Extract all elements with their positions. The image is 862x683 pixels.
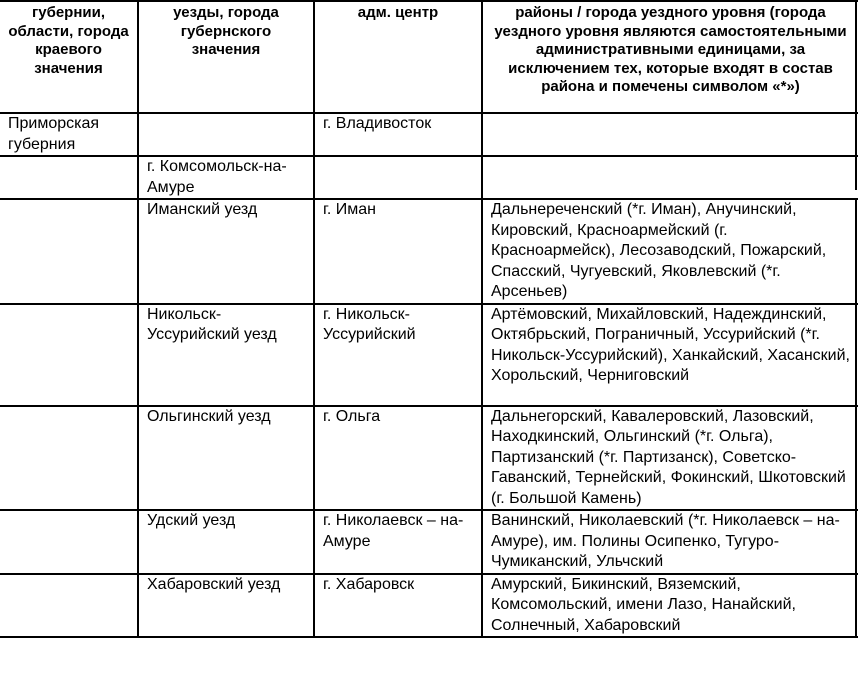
right-border-lower [855,198,857,638]
table-cell: г. Никольск-Уссурийский [314,304,482,406]
table-cell [314,156,482,199]
right-border-upper [855,0,857,190]
table-cell [0,574,138,638]
header-cell-uezd: уезды, города губернского значения [138,1,314,113]
table-cell: г. Комсомольск-на-Амуре [138,156,314,199]
table-row [0,113,858,156]
table-cell: г. Ольга [314,406,482,511]
table-cell [0,406,138,511]
table-cell: Иманский уезд [138,199,314,304]
table-cell [0,199,138,304]
table-cell: Артёмовский, Михайловский, Надеждинский, Октябрьский, Пограничный, Уссурийский (*г. Никольск-Уссурийский), Ханкайский, Хасанский, Хорольский, Черниговский [482,304,858,406]
table-cell: Ольгинский уезд [138,406,314,511]
table-cell [0,156,138,199]
table-cell: г. Хабаровск [314,574,482,638]
table-row [0,406,858,511]
table-row [0,304,858,406]
header-cell-region: губернии, области, города краевого значения [0,1,138,113]
table-cell [0,304,138,406]
table-cell: Хабаровский уезд [138,574,314,638]
table-cell: Никольск-Уссурийский уезд [138,304,314,406]
table-row [0,510,858,574]
table-row [0,574,858,638]
table-cell: г. Иман [314,199,482,304]
table-cell: Ванинский, Николаевский (*г. Николаевск – на-Амуре), им. Полины Осипенко, Тугуро-Чумиканский, Ульчский [482,510,858,574]
table-cell: Дальнегорский, Кавалеровский, Лазовский, Находкинский, Ольгинский (*г. Ольга), Партизанский (*г. Партизанск), Советско-Гаванский, Тернейский, Фокинский, Шкотовский (г. Большой Камень) [482,406,858,511]
header-row [0,1,858,113]
table-cell [0,510,138,574]
table-cell [138,113,314,156]
table-row [0,199,858,304]
table-cell: Дальнереченский (*г. Иман), Анучинский, Кировский, Красноармейский (г. Красноармейск), Лесозаводский, Пожарский, Спасский, Чугуевский, Яковлевский (*г. Арсеньев) [482,199,858,304]
table-cell: г. Владивосток [314,113,482,156]
table-cell [482,113,858,156]
table-cell: Удский уезд [138,510,314,574]
table-cell: Приморская губерния [0,113,138,156]
table-row [0,156,858,199]
header-cell-center: адм. центр [314,1,482,113]
table-cell: Амурский, Бикинский, Вяземский, Комсомольский, имени Лазо, Нанайский, Солнечный, Хабаровский [482,574,858,638]
table-cell [482,156,858,199]
header-cell-districts: районы / города уездного уровня (города уездного уровня являются самостоятельными административными единицами, за исключением тех, которые входят в состав района и помечены символом «*») [482,1,858,113]
table-cell: г. Николаевск – на-Амуре [314,510,482,574]
